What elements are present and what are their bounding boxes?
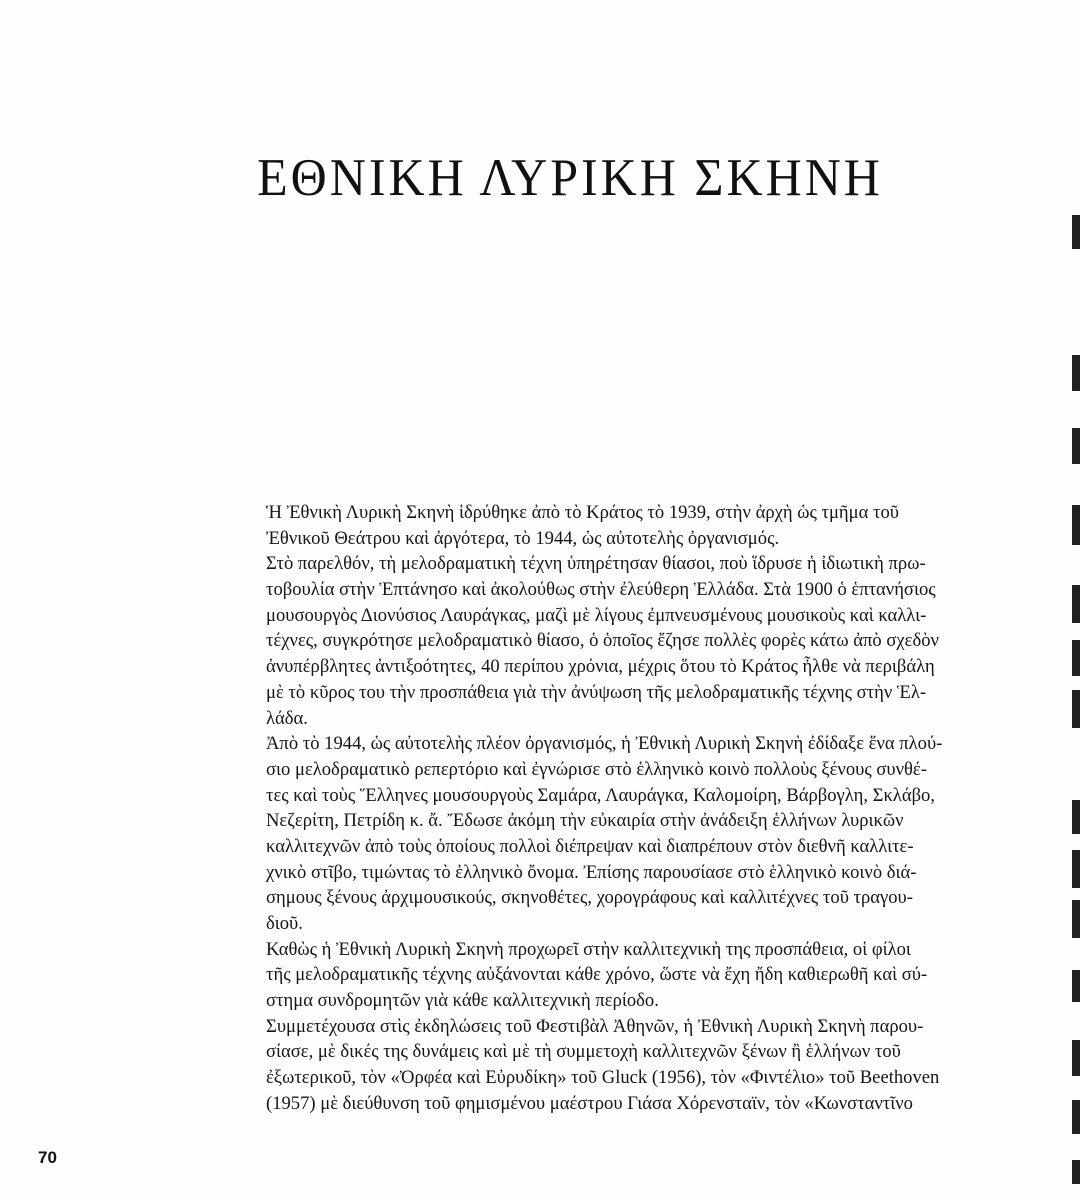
binding-edge-mark bbox=[1072, 850, 1080, 888]
text-line: ἀνυπέρβλητες ἀντιξοότητες, 40 περίπου χρόνια, μέχρις ὅτου τὸ Κράτος ἦλθε νὰ περιβάλη bbox=[266, 656, 935, 678]
text-line: τῆς μελοδραματικῆς τέχνης αὐξάνονται κάθε χρόνο, ὥστε νὰ ἔχη ἤδη καθιερωθῆ καὶ σύ- bbox=[266, 964, 928, 986]
text-line: ἐξωτερικοῦ, τὸν «Ὀρφέα καὶ Εὐρυδίκη» τοῦ Gluck (1956), τὸν «Φιντέλιο» τοῦ Beethoven bbox=[266, 1067, 940, 1089]
text-line: σιο μελοδραματικὸ ρεπερτόριο καὶ ἐγνώρισε στὸ ἑλληνικὸ κοινὸ πολλοὺς ξένους συνθέ- bbox=[266, 758, 927, 780]
text-line: τες καὶ τοὺς Ἕλληνες μουσουργοὺς Σαμάρα, Λαυράγκα, Καλομοίρη, Βάρβογλη, Σκλάβο, bbox=[266, 784, 935, 806]
binding-edge-mark bbox=[1072, 1160, 1080, 1184]
text-line: στημα συνδρομητῶν γιὰ κάθε καλλιτεχνικὴ περίοδο. bbox=[266, 990, 659, 1012]
binding-edge-mark bbox=[1072, 215, 1080, 249]
text-line: μουσουργὸς Διονύσιος Λαυράγκας, μαζὶ μὲ λίγους ἐμπνευσμένους μουσικοὺς καὶ καλλι- bbox=[266, 604, 927, 626]
text-line: Ἀπὸ τὸ 1944, ὡς αὐτοτελὴς πλέον ὀργανισμός, ἡ Ἐθνικὴ Λυρικὴ Σκηνὴ ἐδίδαξε ἕνα πλού- bbox=[266, 733, 943, 755]
text-line: λάδα. bbox=[266, 707, 308, 729]
text-line: καλλιτεχνῶν ἀπὸ τοὺς ὁποίους πολλοὶ διέπρεψαν καὶ διαπρέπουν στὸν διεθνῆ καλλιτε- bbox=[266, 835, 914, 857]
text-line: Στὸ παρελθόν, τὴ μελοδραματικὴ τέχνη ὑπηρέτησαν θίασοι, ποὺ ἵδρυσε ἡ ἰδιωτικὴ πρω- bbox=[266, 553, 926, 575]
text-line: Ἐθνικοῦ Θεάτρου καὶ ἀργότερα, τὸ 1944, ὡς αὐτοτελὴς ὀργανισμός. bbox=[266, 527, 780, 549]
text-line: διοῦ. bbox=[266, 913, 303, 934]
binding-edge-mark bbox=[1072, 1100, 1080, 1134]
text-line: τέχνες, συγκρότησε μελοδραματικὸ θίασο, ὁ ὁποῖος ἔζησε πολλὲς φορὲς κάτω ἀπὸ σχεδὸν bbox=[266, 630, 939, 652]
binding-edge-mark bbox=[1072, 970, 1080, 1002]
binding-edge-mark bbox=[1072, 585, 1080, 623]
binding-edge-mark bbox=[1072, 640, 1080, 676]
text-line: Νεζερίτη, Πετρίδη κ. ἄ. Ἔδωσε ἀκόμη τὴν εὐκαιρία στὴν ἀνάδειξη ἑλλήνων λυρικῶν bbox=[266, 810, 904, 832]
page-number: 70 bbox=[38, 1148, 57, 1167]
text-line: μὲ τὸ κῦρος του τὴν προσπάθεια γιὰ τὴν ἀνύψωση τῆς μελοδραματικῆς τέχνης στὴν Ἑλ- bbox=[266, 681, 927, 703]
text-line: (1957) μὲ διεύθυνση τοῦ φημισμένου μαέστρου Γιάσα Χόρενσταϊν, τὸν «Κωνσταντῖνο bbox=[266, 1092, 913, 1114]
binding-edge-mark bbox=[1072, 900, 1080, 938]
binding-edge-mark bbox=[1072, 355, 1080, 391]
binding-edge-mark bbox=[1072, 690, 1080, 728]
text-line: σημους ξένους ἀρχιμουσικούς, σκηνοθέτες, χορογράφους καὶ καλλιτέχνες τοῦ τραγου- bbox=[266, 887, 913, 909]
text-line: χνικὸ στῖβο, τιμώντας τὸ ἑλληνικὸ ὄνομα. Ἐπίσης παρουσίασε στὸ ἑλληνικὸ κοινὸ διά- bbox=[266, 861, 917, 883]
binding-edge-mark bbox=[1072, 1040, 1080, 1076]
binding-edge-mark bbox=[1072, 800, 1080, 834]
binding-edge-mark bbox=[1072, 505, 1080, 545]
text-line: Ἡ Ἐθνικὴ Λυρικὴ Σκηνὴ ἱδρύθηκε ἀπὸ τὸ Κράτος τὸ 1939, στὴν ἀρχὴ ὡς τμῆμα τοῦ bbox=[266, 502, 899, 523]
binding-edge-mark bbox=[1072, 428, 1080, 464]
text-line: τοβουλία στὴν Ἑπτάνησο καὶ ἀκολούθως στὴν ἐλεύθερη Ἑλλάδα. Στὰ 1900 ὁ ἑπτανήσιος bbox=[266, 579, 936, 601]
body-text bbox=[266, 500, 1080, 1117]
page-title: ΕΘΝΙΚΗ ΛΥΡΙΚΗ ΣΚΗΝΗ bbox=[257, 147, 883, 207]
text-line: Καθὼς ἡ Ἐθνικὴ Λυρικὴ Σκηνὴ προχωρεῖ στὴν καλλιτεχνικὴ της προσπάθεια, οἱ φίλοι bbox=[266, 938, 911, 960]
text-line: σίασε, μὲ δικές της δυνάμεις καὶ μὲ τὴ συμμετοχὴ καλλιτεχνῶν ξένων ἢ ἑλλήνων τοῦ bbox=[266, 1041, 901, 1063]
text-line: Συμμετέχουσα στὶς ἐκδηλώσεις τοῦ Φεστιβὰλ Ἀθηνῶν, ἡ Ἐθνικὴ Λυρικὴ Σκηνὴ παρου- bbox=[266, 1015, 924, 1037]
